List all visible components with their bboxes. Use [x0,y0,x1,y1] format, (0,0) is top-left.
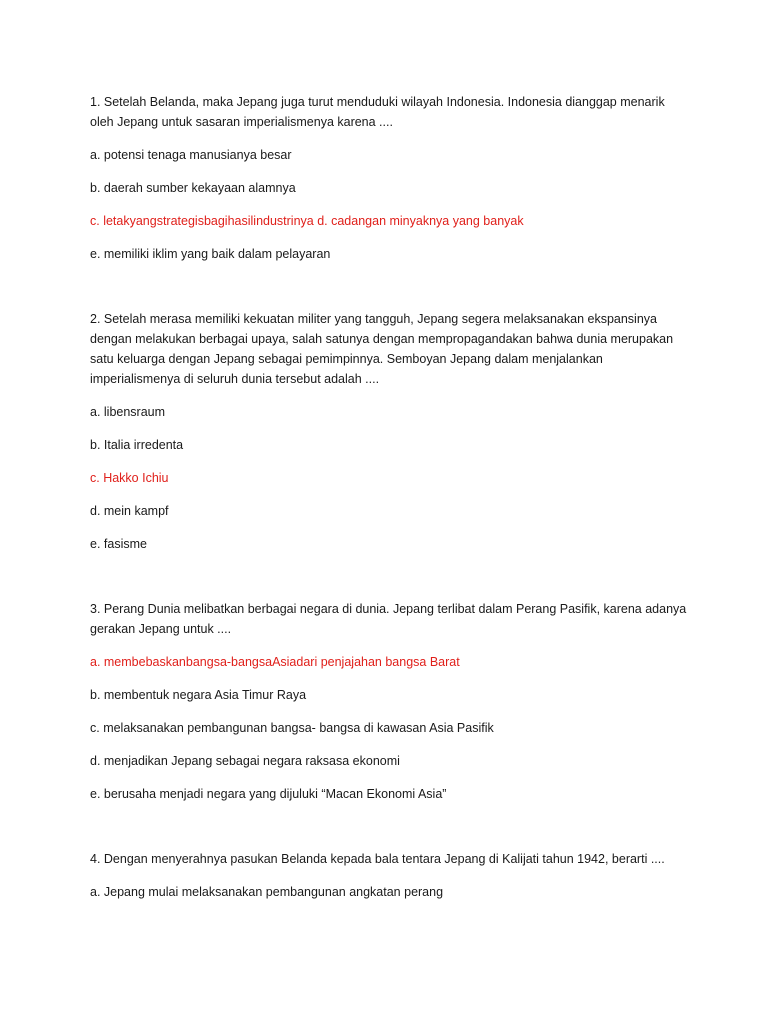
question-text: 4. Dengan menyerahnya pasukan Belanda kepada bala tentara Jepang di Kalijati tahun 1942, berarti .... [90,852,665,866]
document-page [90,92,690,915]
option-e: e. berusaha menjadi negara yang dijuluki “Macan Ekonomi Asia” [90,787,447,801]
option-e: e. memiliki iklim yang baik dalam pelayaran [90,247,331,261]
option-e: e. fasisme [90,537,147,551]
spacer [90,277,690,309]
option-b: b. membentuk negara Asia Timur Raya [90,688,307,702]
question-1 [90,92,690,264]
question-4 [90,849,690,902]
option-b: b. Italia irredenta [90,438,184,452]
option-a-correct: a. membebaskanbangsa-bangsaAsiadari penjajahan bangsa Barat [90,655,460,669]
question-text: 2. Setelah merasa memiliki kekuatan militer yang tangguh, Jepang segera melaksanakan ekspansinya dengan melakukan berbagai upaya, salah satunya dengan mempropagandakan bahwa dunia merupakan satu keluarga dengan Jepang sebagai pemimpinnya. Semboyan Jepang dalam menjalankan imperialismenya di seluruh dunia tersebut adalah .... [90,312,674,386]
option-b: b. daerah sumber kekayaan alamnya [90,181,296,195]
question-2 [90,309,690,554]
question-text: 3. Perang Dunia melibatkan berbagai negara di dunia. Jepang terlibat dalam Perang Pasifik, karena adanya gerakan Jepang untuk .... [90,602,687,636]
option-d: d. mein kampf [90,504,169,518]
spacer [90,567,690,599]
option-c-correct: c. Hakko Ichiu [90,471,169,485]
option-c-correct: c. letakyangstrategisbagihasilindustrinya d. cadangan minyaknya yang banyak [90,214,524,228]
option-d: d. menjadikan Jepang sebagai negara raksasa ekonomi [90,754,400,768]
option-c: c. melaksanakan pembangunan bangsa- bangsa di kawasan Asia Pasifik [90,721,494,735]
question-text: 1. Setelah Belanda, maka Jepang juga turut menduduki wilayah Indonesia. Indonesia dianggap menarik oleh Jepang untuk sasaran imperialismenya karena .... [90,95,665,129]
option-a: a. Jepang mulai melaksanakan pembangunan angkatan perang [90,885,444,899]
question-3 [90,599,690,804]
spacer [90,817,690,849]
option-a: a. potensi tenaga manusianya besar [90,148,292,162]
option-a: a. libensraum [90,405,166,419]
